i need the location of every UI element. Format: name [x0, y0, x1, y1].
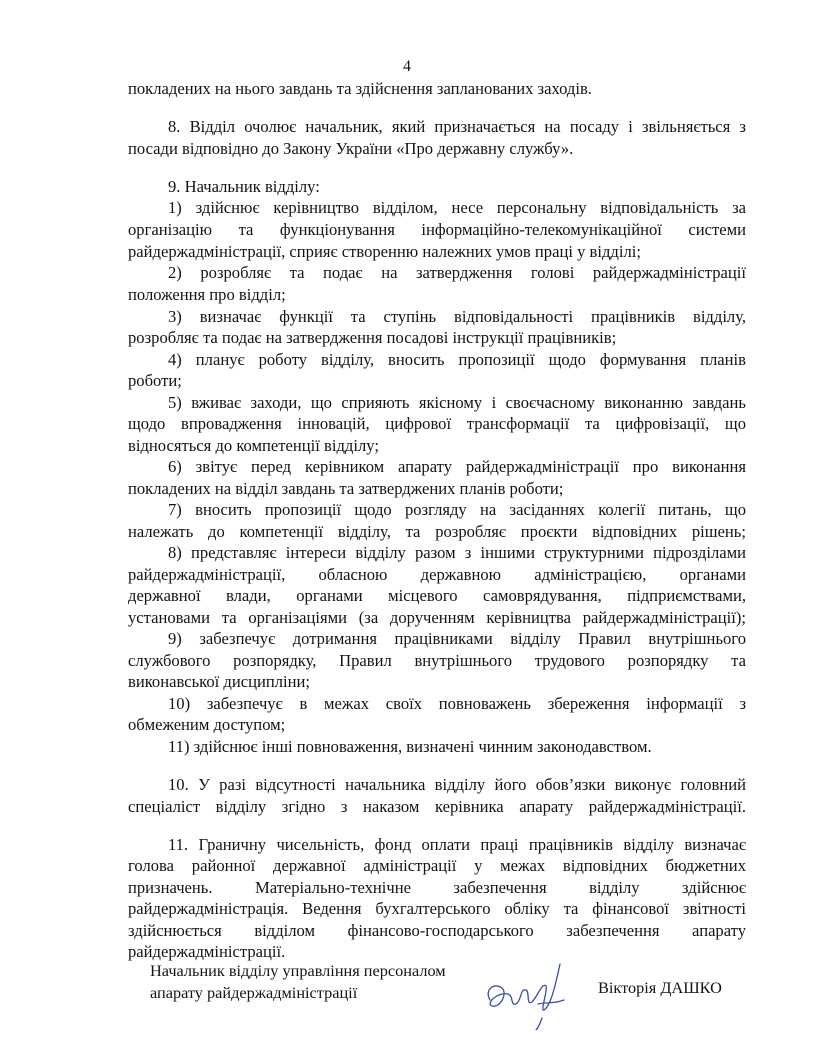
body-line: призначень. Матеріально-технічне забезпечення відділу здійснює	[128, 878, 746, 897]
page-number: 4	[403, 58, 411, 75]
body-line: 11) здійснює інші повноваження, визначені чинним законодавством.	[168, 737, 652, 756]
body-line: 8) представляє інтереси відділу разом з іншими структурними підрозділами	[168, 543, 746, 562]
body-line: 11. Граничну чисельність, фонд оплати праці працівників відділу визначає	[168, 835, 746, 854]
body-line: роботи;	[128, 371, 182, 390]
body-line: райдержадміністрації.	[128, 942, 286, 961]
body-line: установами та організаціями (за дорученням керівництва райдержадміністрації);	[128, 608, 746, 627]
body-line: 9) забезпечує дотримання працівниками відділу Правил внутрішнього	[168, 629, 746, 648]
body-line: належать до компетенції відділу, та розробляє проєкти відповідних рішень;	[128, 522, 746, 541]
body-line: 10. У разі відсутності начальника відділу його обов’язки виконує головний	[168, 775, 746, 794]
body-line: виконавської дисципліни;	[128, 672, 311, 691]
body-line: 5) вживає заходи, що сприяють якісному і своєчасному виконанню завдань	[168, 393, 746, 412]
body-line: райдержадміністрація. Ведення бухгалтерського обліку та фінансової звітності	[128, 899, 746, 918]
body-line: 10) забезпечує в межах своїх повноважень збереження інформації з	[168, 694, 746, 713]
body-line: райдержадміністрації, обласною державною адміністрацією, органами	[128, 565, 746, 584]
body-line: 9. Начальник відділу:	[168, 177, 320, 196]
body-line: державної влади, органами місцевого самоврядування, підприємствами,	[128, 586, 746, 605]
body-line: посади відповідно до Закону України «Про державну службу».	[128, 139, 574, 158]
body-line: 3) визначає функції та ступінь відповідальності працівників відділу,	[168, 307, 746, 326]
body-line: здійснюється відділом фінансово-господарського забезпечення апарату	[128, 921, 746, 940]
signatory-position	[150, 960, 446, 1004]
body-line: організацію та функціонування інформаційно-телекомунікаційної системи	[128, 220, 746, 239]
body-line: 6) звітує перед керівником апарату райдержадміністрації про виконання	[168, 457, 746, 476]
signatory-position-line-2: апарату райдержадміністрації	[150, 983, 358, 1002]
body-line: службового розпорядку, Правил внутрішнього трудового розпорядку та	[128, 651, 746, 670]
signatory-position-line-1: Начальник відділу управління персоналом	[150, 961, 446, 980]
body-line: 8. Відділ очолює начальник, який призначається на посаду і звільняється з	[168, 117, 746, 136]
body-line: 7) вносить пропозиції щодо розгляду на засіданнях колегії питань, що	[168, 500, 746, 519]
body-line: обмеженим доступом;	[128, 715, 286, 734]
body-line: покладених на відділ завдань та затверджених планів роботи;	[128, 479, 564, 498]
body-line: райдержадміністрації, сприяє створенню належних умов праці у відділі;	[128, 242, 641, 261]
body-line: розробляє та подає на затвердження посадові інструкції працівників;	[128, 328, 617, 347]
body-line: 4) планує роботу відділу, вносить пропозиції щодо формування планів	[168, 350, 746, 369]
signatory-name: Вікторія ДАШКО	[598, 978, 722, 997]
body-line: 1) здійснює керівництво відділом, несе персональну відповідальність за	[168, 198, 746, 217]
body-line: положення про відділ;	[128, 285, 286, 304]
body-line: відносяться до компетенції відділу;	[128, 436, 379, 455]
handwritten-signature	[480, 952, 580, 1030]
body-line: щодо впровадження інновацій, цифрової трансформації та цифровізації, що	[128, 414, 746, 433]
body-line: покладених на нього завдань та здійснення запланованих заходів.	[128, 79, 592, 98]
body-line: спеціаліст відділу згідно з наказом керівника апарату райдержадміністрації.	[128, 797, 746, 816]
body-line: голова районної державної адміністрації у межах відповідних бюджетних	[128, 856, 746, 875]
body-line: 2) розробляє та подає на затвердження голові райдержадміністрації	[168, 263, 746, 282]
